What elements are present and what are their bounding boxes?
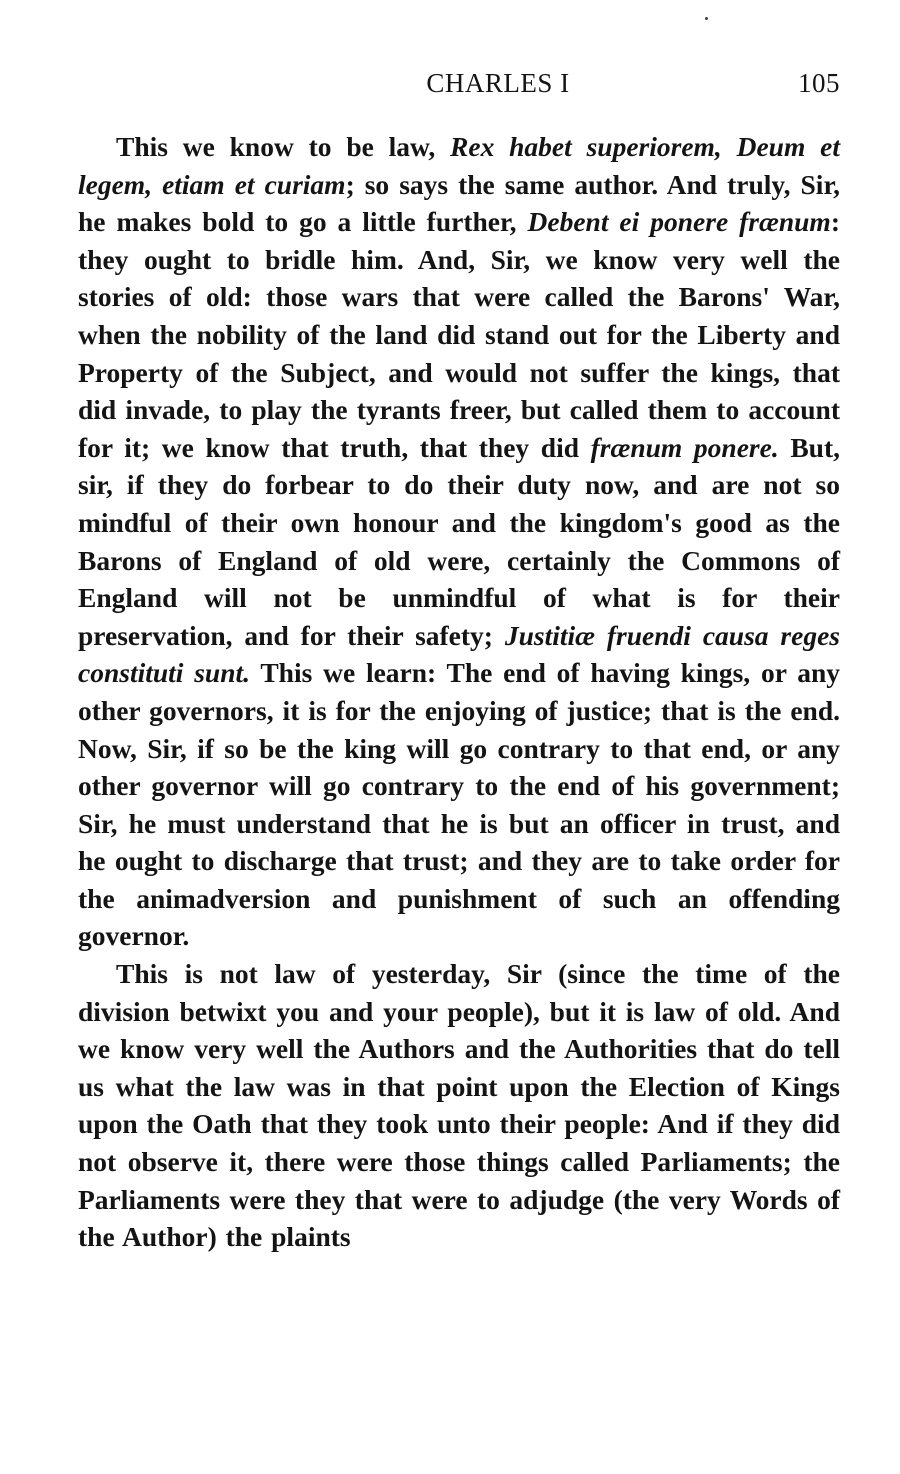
paragraph-1 bbox=[78, 128, 840, 955]
text-run: : they ought to bridle him. And, Sir, we know very well the stories of old: those wars that were called the Barons' War, when the nobility of the land did stand out for the Liberty and Property of the Subject, and would not suffer the kings, that did invade, to play the tyrants freer, but called them to account for it; we know that truth, that they did bbox=[78, 206, 840, 463]
latin-quote: Debent ei ponere frænum bbox=[527, 206, 831, 238]
body-text bbox=[78, 128, 840, 1256]
print-speck bbox=[705, 17, 708, 20]
text-run: This we know to be law, bbox=[116, 131, 451, 162]
latin-quote: frænum ponere. bbox=[590, 431, 779, 463]
latin-quote: Justitiæ fruendi causa reges constituti sunt. bbox=[78, 619, 840, 689]
paragraph-2 bbox=[78, 955, 840, 1256]
running-head: CHARLES I bbox=[426, 68, 570, 98]
text-run: But, sir, if they do forbear to do their duty now, and are not so mindful of their own honour and the kingdom's good as the Barons of England of old were, certainly the Commons of England will not be unmindful of what is for their preservation, and for their safety; bbox=[78, 431, 840, 651]
page-header bbox=[78, 62, 840, 102]
text-run: This is not law of yesterday, Sir (since the time of the division betwixt you and your people), but it is law of old. And we know very well the Authors and the Authorities that do tell us what the law was in that point upon the Election of Kings upon the Oath that they took unto their people: And if they did not observe it, there were those things called Parliaments; the Parliaments were they that were to adjudge (the very Words of the Author) the plaints bbox=[78, 958, 840, 1253]
page-number: 105 bbox=[798, 68, 840, 98]
text-run: This we learn: The end of having kings, or any other governors, it is for the enjoying of justice; that is the end. Now, Sir, if so be the king will go contrary to that end, or any other governor will go contrary to the end of his government; Sir, he must understand that he is but an officer in trust, and he ought to discharge that trust; and they are to take order for the animadversion and punishment of such an offending governor. bbox=[78, 657, 840, 952]
text-run: ; so says the same author. And truly, Sir, he makes bold to go a little further, bbox=[78, 168, 840, 238]
latin-quote: Rex habet superiorem, Deum et legem, etiam et curiam bbox=[78, 131, 840, 200]
